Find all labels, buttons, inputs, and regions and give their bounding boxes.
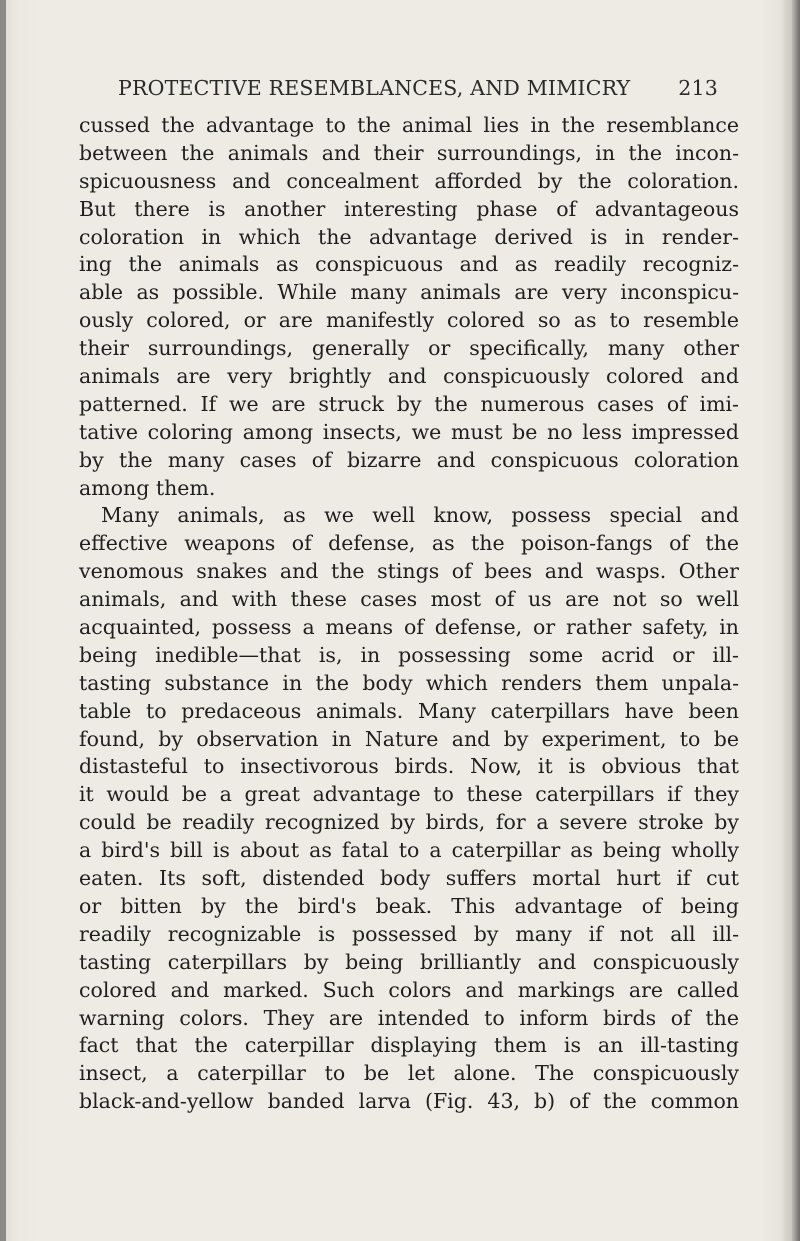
text-line: animals are very brightly and conspicuously colored and <box>79 364 739 389</box>
page-number: 213 <box>678 76 718 100</box>
text-line: fact that the caterpillar displaying them is an ill-tasting <box>79 1033 739 1058</box>
text-line: spicuousness and concealment afforded by the coloration. <box>79 168 739 193</box>
text-line: coloration in which the advantage derived is in render- <box>79 224 739 249</box>
text-line: it would be a great advantage to these caterpillars if they <box>79 782 739 807</box>
text-line: distasteful to insectivorous birds. Now, it is obvious that <box>79 754 739 779</box>
running-head-title: PROTECTIVE RESEMBLANCES, AND MIMICRY <box>118 76 631 100</box>
text-line: venomous snakes and the stings of bees and wasps. Other <box>79 559 739 584</box>
text-line: tasting substance in the body which renders them unpala- <box>79 670 739 695</box>
text-line: a bird's bill is about as fatal to a caterpillar as being wholly <box>79 838 739 863</box>
text-line: by the many cases of bizarre and conspicuous coloration <box>79 447 739 472</box>
text-line: animals, and with these cases most of us are not so well <box>79 587 739 612</box>
text-line: eaten. Its soft, distended body suffers mortal hurt if cut <box>79 866 739 891</box>
text-line: their surroundings, generally or specifically, many other <box>79 336 739 361</box>
text-line: able as possible. While many animals are very inconspicu- <box>79 280 739 305</box>
text-line: acquainted, possess a means of defense, or rather safety, in <box>79 615 739 640</box>
page-gutter-left <box>0 0 6 1241</box>
text-line: cussed the advantage to the animal lies in the resemblance <box>79 113 739 137</box>
text-line: black-and-yellow banded larva (Fig. 43, b) of the common <box>79 1089 739 1114</box>
text-line: tative coloring among insects, we must be no less impressed <box>79 419 739 444</box>
page-edge-right <box>792 0 800 1241</box>
text-line: found, by observation in Nature and by experiment, to be <box>79 726 739 751</box>
text-line: Many animals, as we well know, possess special and <box>101 503 739 528</box>
text-line: ing the animals as conspicuous and as readily recogniz- <box>79 252 739 277</box>
text-line: being inedible—that is, in possessing some acrid or ill- <box>79 642 739 667</box>
text-line: But there is another interesting phase of advantageous <box>79 196 739 221</box>
text-line: table to predaceous animals. Many caterpillars have been <box>79 698 739 723</box>
text-line: colored and marked. Such colors and markings are called <box>79 977 739 1002</box>
text-line: warning colors. They are intended to inform birds of the <box>79 1005 739 1030</box>
text-line: tasting caterpillars by being brilliantly and conspicuously <box>79 949 739 974</box>
text-line: readily recognizable is possessed by many if not all ill- <box>79 921 739 946</box>
text-line: insect, a caterpillar to be let alone. The conspicuously <box>79 1061 739 1086</box>
body-text <box>79 112 739 1116</box>
text-line: among them. <box>79 475 216 500</box>
text-line: or bitten by the bird's beak. This advantage of being <box>79 893 739 918</box>
text-line: patterned. If we are struck by the numerous cases of imi- <box>79 391 739 416</box>
text-line: ously colored, or are manifestly colored so as to resemble <box>79 308 739 333</box>
running-head <box>118 76 718 106</box>
text-line: between the animals and their surroundings, in the incon- <box>79 140 739 165</box>
text-line: effective weapons of defense, as the poison-fangs of the <box>79 531 739 556</box>
text-line: could be readily recognized by birds, for a severe stroke by <box>79 810 739 835</box>
